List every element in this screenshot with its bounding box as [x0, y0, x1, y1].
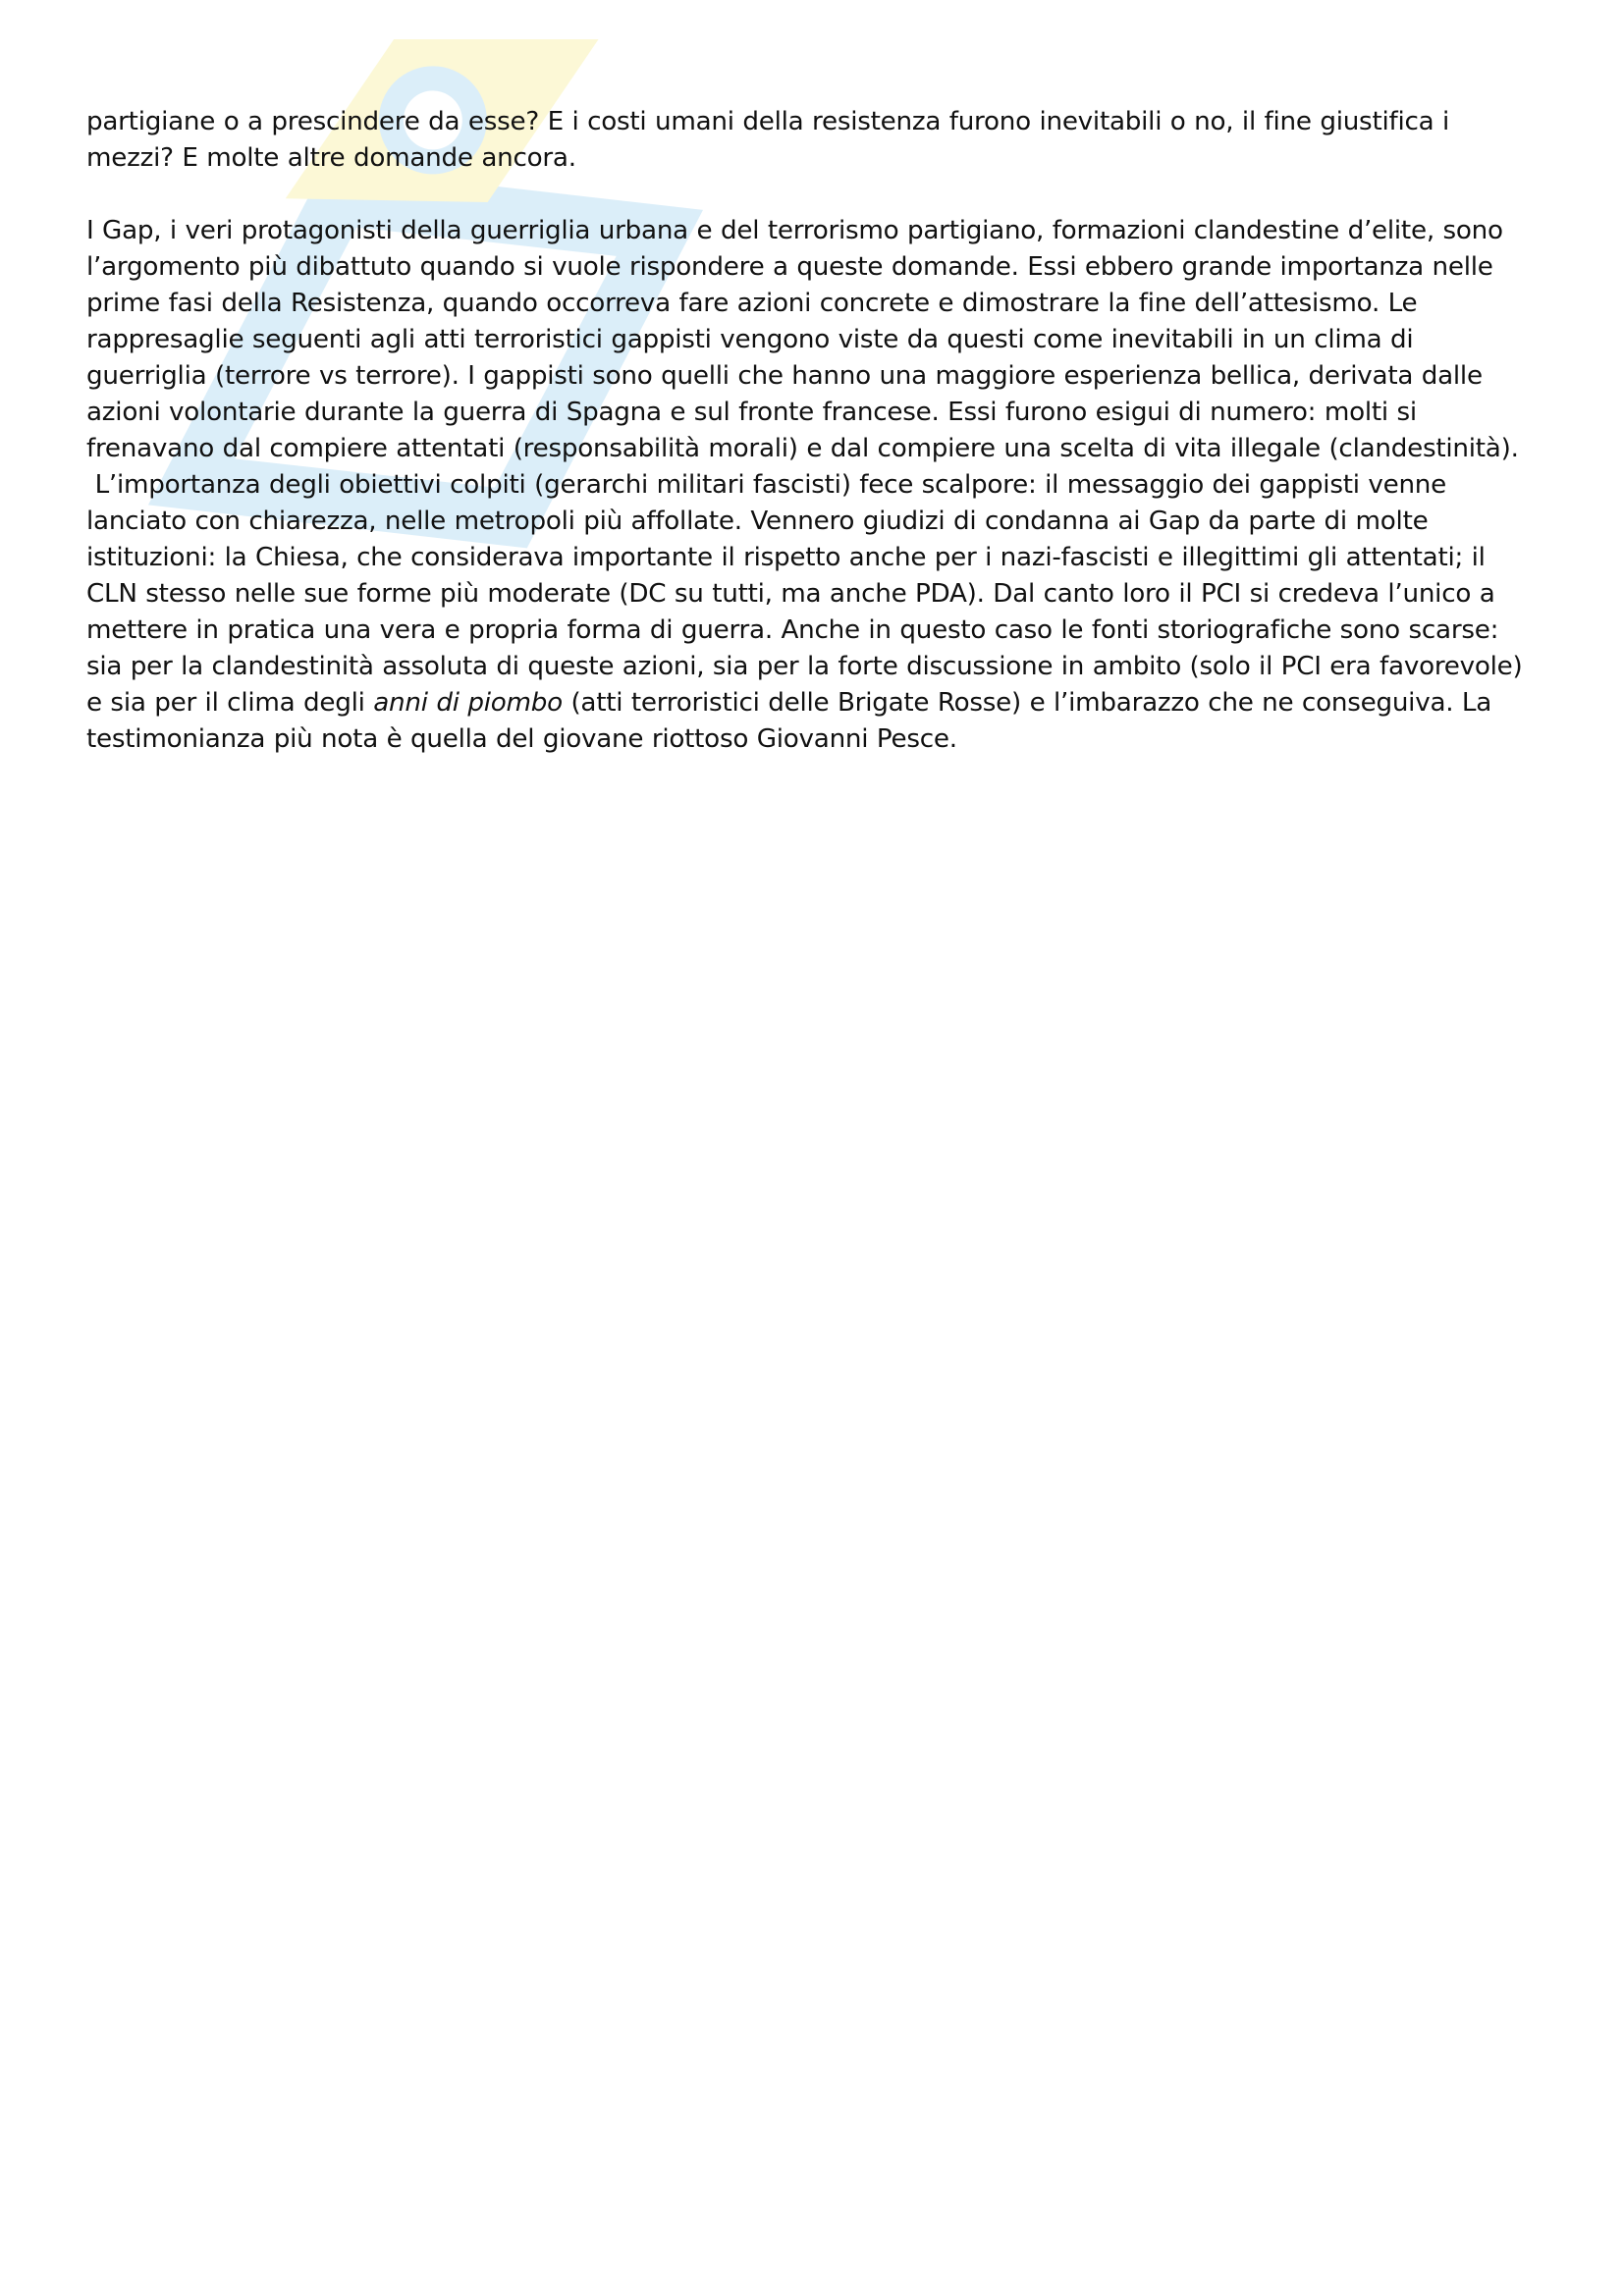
text-line: mezzi? E molte altre domande ancora.	[86, 143, 576, 173]
text-line: CLN stesso nelle sue forme più moderate (DC su tutti, ma anche PDA). Dal canto loro il PCI si credeva l’unico a	[86, 579, 1495, 609]
text-line: mettere in pratica una vera e propria forma di guerra. Anche in questo caso le fonti storiografiche sono scarse:	[86, 615, 1499, 645]
paragraph-spacer	[86, 177, 1598, 213]
text-line: frenavano dal compiere attentati (responsabilità morali) e dal compiere una scelta di vita illegale (clandestinità).	[86, 434, 1519, 463]
document-body	[86, 104, 1598, 758]
italic-phrase: anni di piombo	[373, 688, 563, 718]
text-line: guerriglia (terrore vs terrore). I gappisti sono quelli che hanno una maggiore esperienza bellica, derivata dalle	[86, 361, 1483, 391]
text-segment: e sia per il clima degli	[86, 688, 374, 718]
paragraph-2	[86, 213, 1598, 758]
text-line: prime fasi della Resistenza, quando occorreva fare azioni concrete e dimostrare la fine dell’attesismo. Le	[86, 289, 1418, 318]
text-line: lanciato con chiarezza, nelle metropoli più affollate. Vennero giudizi di condanna ai Gap da parte di molte	[86, 507, 1429, 536]
text-line: testimonianza più nota è quella del giovane riottoso Giovanni Pesce.	[86, 724, 957, 754]
paragraph-1	[86, 104, 1598, 177]
text-line: istituzioni: la Chiesa, che considerava importante il rispetto anche per i nazi-fascisti e illegittimi gli attentati; il	[86, 543, 1486, 572]
text-line: rappresaglie seguenti agli atti terroristici gappisti vengono viste da questi come inevitabili in un clima di	[86, 325, 1414, 354]
text-line: sia per la clandestinità assoluta di queste azioni, sia per la forte discussione in ambito (solo il PCI era favorevole)	[86, 652, 1523, 681]
text-line: I Gap, i veri protagonisti della guerriglia urbana e del terrorismo partigiano, formazioni clandestine d’elite, sono	[86, 216, 1503, 245]
text-segment: (atti terroristici delle Brigate Rosse) e l’imbarazzo che ne conseguiva. La	[562, 688, 1492, 718]
text-line: partigiane o a prescindere da esse? E i costi umani della resistenza furono inevitabili o no, il fine giustifica i	[86, 107, 1450, 136]
text-line: azioni volontarie durante la guerra di Spagna e sul fronte francese. Essi furono esigui di numero: molti si	[86, 398, 1417, 427]
text-line: l’argomento più dibattuto quando si vuole rispondere a queste domande. Essi ebbero grande importanza nelle	[86, 252, 1493, 282]
text-line-with-italic	[86, 685, 1598, 721]
text-line: L’importanza degli obiettivi colpiti (gerarchi militari fascisti) fece scalpore: il messaggio dei gappisti venne	[86, 470, 1447, 500]
